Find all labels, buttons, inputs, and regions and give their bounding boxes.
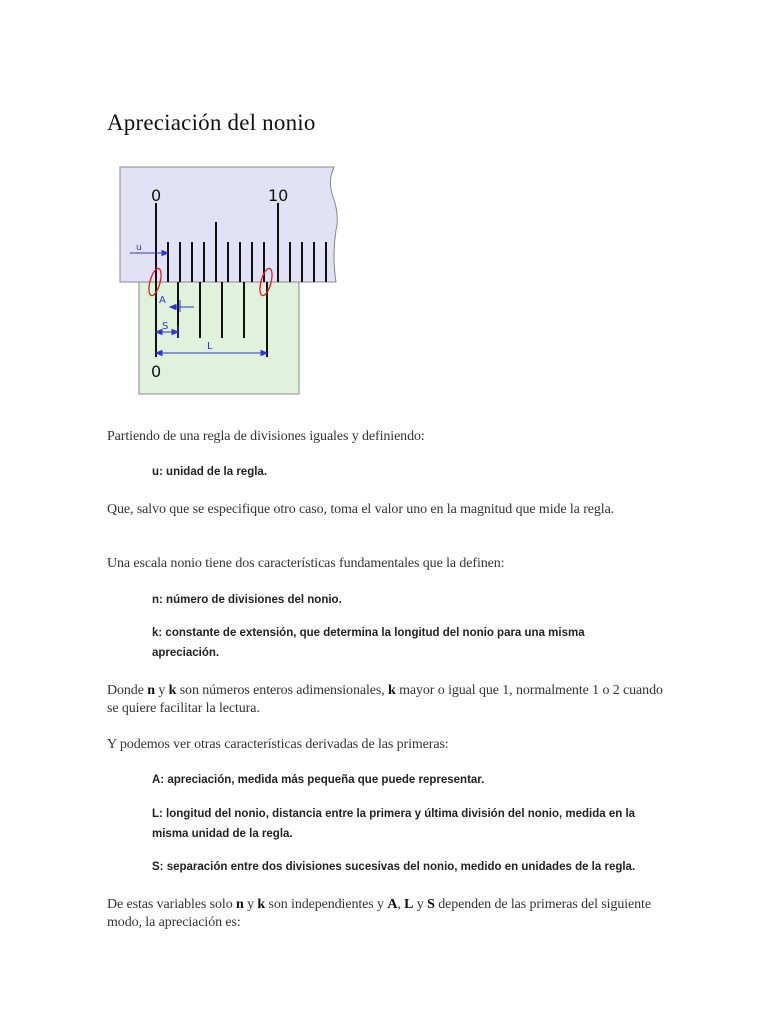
- symbol-k: k: [388, 683, 396, 698]
- dimension-label-u: u: [136, 243, 142, 253]
- symbol-k: k: [257, 897, 266, 912]
- dimension-label-a: A: [159, 295, 166, 306]
- paragraph-donde: Donde n y k son números enteros adimensionales, k mayor o igual que 1, normalmente 1 o 2 cuando se quiere facilitar la lectura.: [107, 683, 663, 716]
- symbol-k: k: [168, 683, 177, 698]
- definition-u: u: unidad de la regla.: [152, 466, 268, 478]
- paragraph-characteristics: Una escala nonio tiene dos características fundamentales que la definen:: [107, 556, 505, 571]
- dimension-label-s: S: [162, 321, 169, 332]
- definition-k: k: constante de extensión, que determina la longitud del nonio para una misma apreciación.: [152, 627, 585, 659]
- vernier-scale-label-0: 0: [151, 362, 162, 381]
- paragraph-dependencies: De estas variables solo n y k son independientes y A, L y S dependen de las primeras del siguiente modo, la apreciación es:: [107, 897, 651, 930]
- main-scale-label-0: 0: [151, 186, 162, 205]
- paragraph-intro: Partiendo de una regla de divisiones iguales y definiendo:: [107, 429, 425, 444]
- definition-a: A: apreciación, medida más pequeña que puede representar.: [152, 774, 485, 786]
- definition-s: S: separación entre dos divisiones sucesivas del nonio, medido en unidades de la regla.: [152, 861, 636, 873]
- symbol-n: n: [236, 897, 244, 912]
- symbol-s: S: [427, 897, 435, 912]
- paragraph-derived: Y podemos ver otras características derivadas de las primeras:: [107, 737, 449, 752]
- definition-n: n: número de divisiones del nonio.: [152, 594, 342, 606]
- paragraph-unit-value: Que, salvo que se especifique otro caso, toma el valor uno en la magnitud que mide la regla.: [107, 502, 615, 517]
- definition-l: L: longitud del nonio, distancia entre la primera y última división del nonio, medida en la misma unidad de la regla.: [152, 808, 636, 840]
- dimension-label-l: L: [207, 341, 213, 352]
- page-title: Apreciación del nonio: [107, 110, 316, 135]
- symbol-a: A: [387, 897, 398, 912]
- symbol-l: L: [404, 897, 414, 912]
- vernier-diagram: [110, 160, 350, 400]
- main-scale-label-10: 10: [268, 186, 289, 205]
- symbol-n: n: [147, 683, 155, 698]
